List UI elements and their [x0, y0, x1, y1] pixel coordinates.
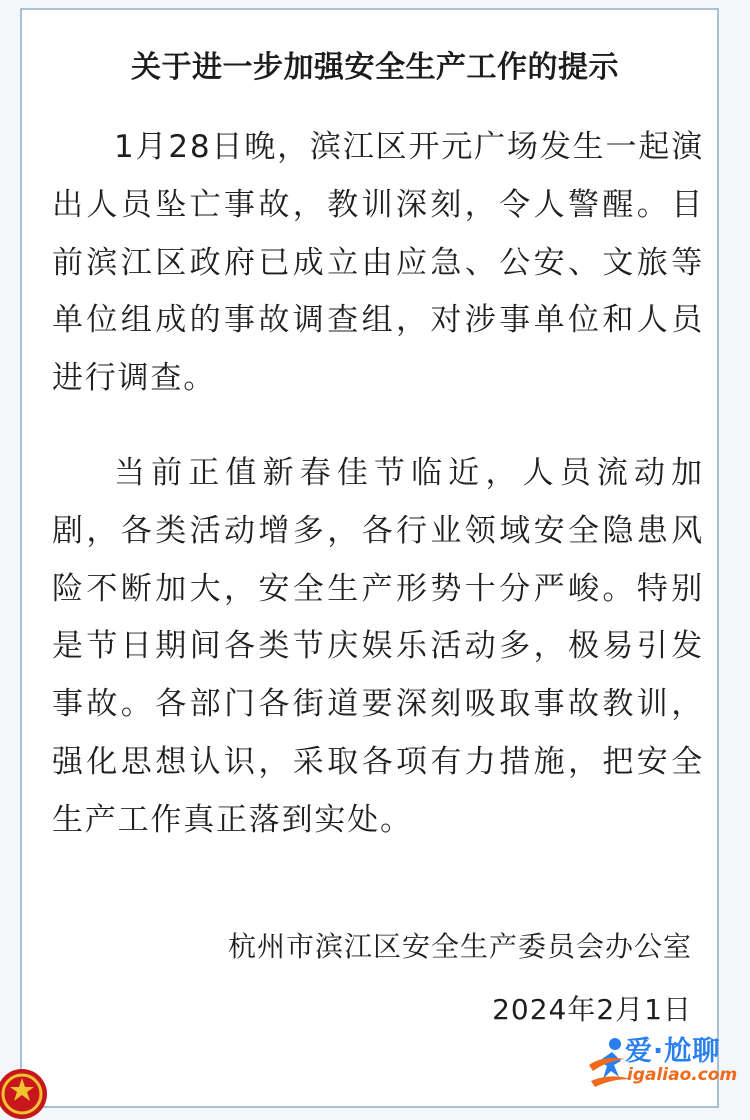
watermark-url: igaliao.com — [627, 1065, 738, 1085]
paragraph-2: 当前正值新春佳节临近，人员流动加剧，各类活动增多，各行业领域安全隐患风险不断加大，安全生产形势十分严峻。特别是节日期间各类节庆娱乐活动多，极易引发事故。各部门各街道要深刻吸取事故教训，强化思想认识，采取各项有力措施，把安全生产工作真正落到实处。 — [52, 455, 704, 838]
watermark-text: 爱·尬聊 — [625, 1036, 721, 1067]
document-title: 关于进一步加强安全生产工作的提示 — [131, 50, 619, 85]
watermark — [585, 1025, 745, 1095]
emblem-seal-icon — [0, 1068, 48, 1120]
paragraph-1: 1月28日晚，滨江区开元广场发生一起演出人员坠亡事故，教训深刻，令人警醒。目前滨江区政府已成立由应急、公安、文旅等单位组成的事故调查组，对涉事单位和人员进行调查。 — [52, 129, 704, 397]
signature-organization: 杭州市滨江区安全生产委员会办公室 — [227, 930, 692, 963]
signature-date: 2024年2月1日 — [492, 993, 692, 1026]
